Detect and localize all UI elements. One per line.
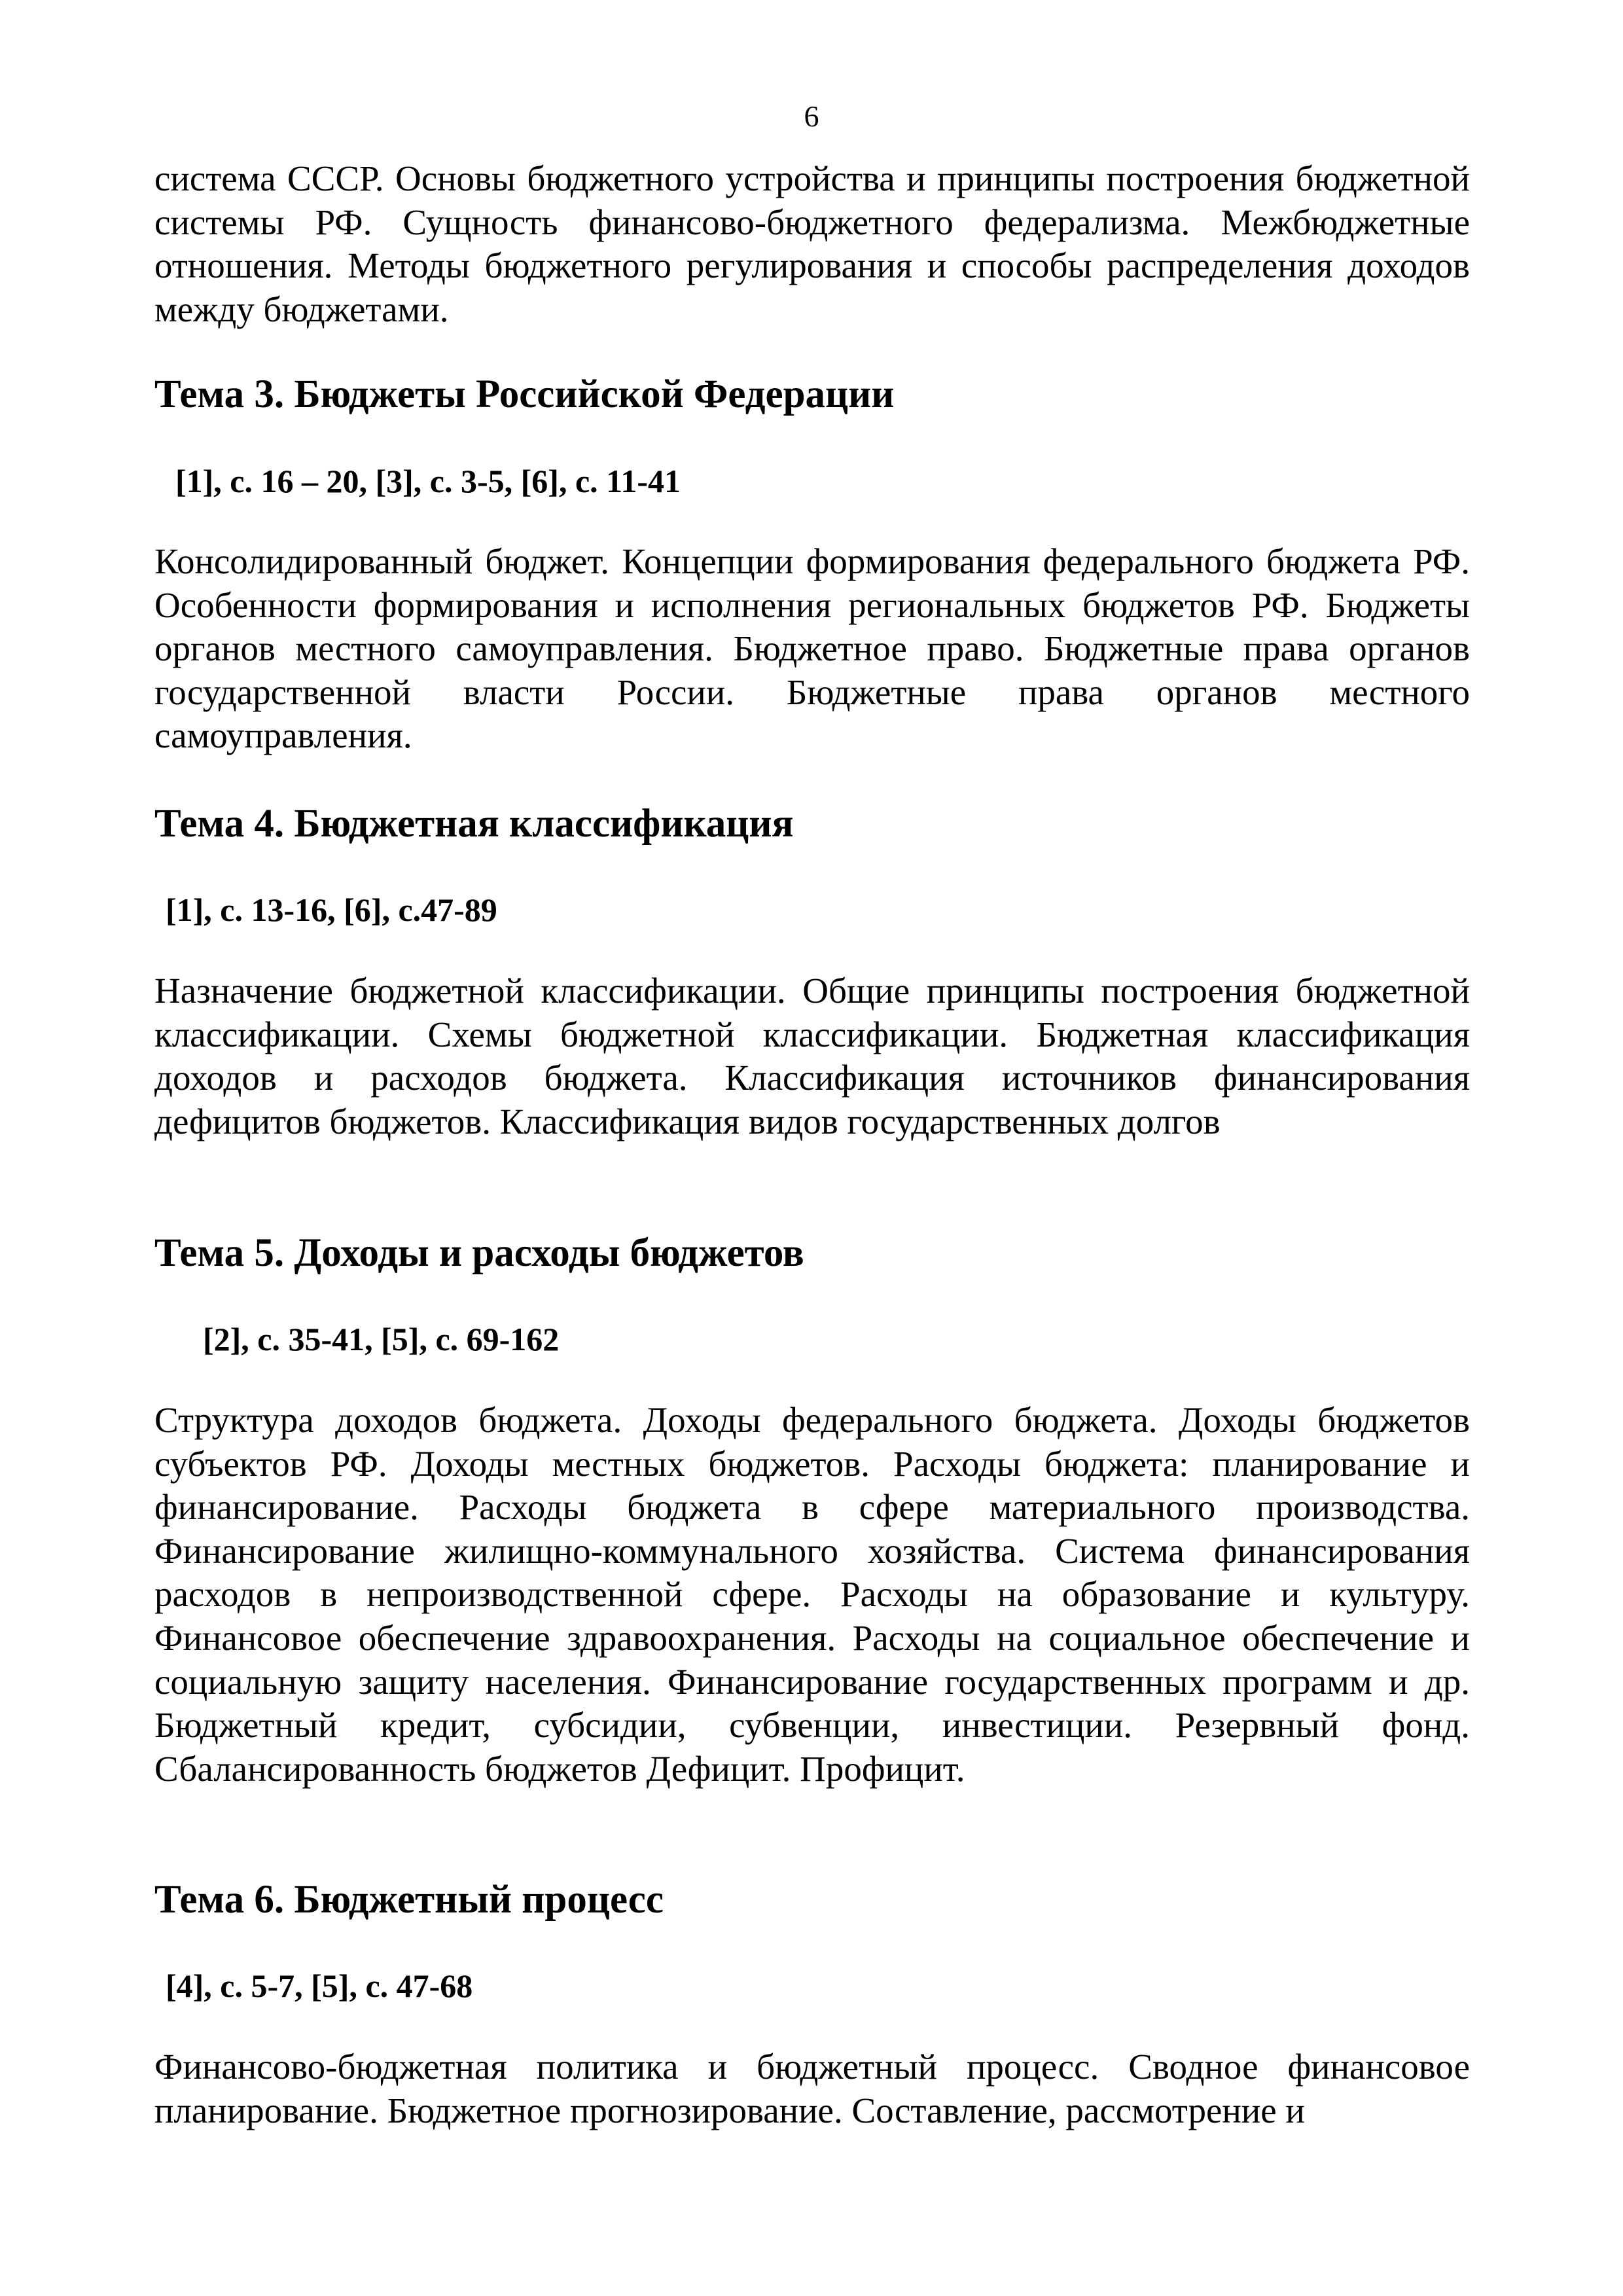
topic-5-heading: Тема 5. Доходы и расходы бюджетов [154, 1231, 804, 1275]
page-number: 6 [804, 99, 819, 133]
topic-4-heading: Тема 4. Бюджетная классификация [154, 802, 794, 846]
topic-6-heading: Тема 6. Бюджетный процесс [154, 1878, 664, 1922]
topic-3-references: [1], с. 16 – 20, [3], с. 3-5, [6], с. 11-41 [175, 463, 681, 499]
topic-4-references: [1], с. 13-16, [6], с.47-89 [166, 891, 497, 928]
intro-paragraph: система СССР. Основы бюджетного устройства и принципы построения бюджетной системы РФ. Сущность финансово-бюджетного федерализма. Межбюджетные отношения. Методы бюджетного регулирования и способы распределения доходов между бюджетами. [154, 158, 1470, 329]
topic-5-paragraph: Структура доходов бюджета. Доходы федерального бюджета. Доходы бюджетов субъектов РФ. Доходы местных бюджетов. Расходы бюджета: планирование и финансирование. Расходы бюджета в сфере материального производства. Финансирование жилищно-коммунального хозяйства. Система финансирования расходов в непроизводственной сфере. Расходы на образование и культуру. Финансовое обеспечение здравоохранения. Расходы на социальное обеспечение и социальную защиту населения. Финансирование государственных программ и др. Бюджетный кредит, субсидии, субвенции, инвестиции. Резервный фонд. Сбалансированность бюджетов Дефицит. Профицит. [154, 1400, 1470, 1789]
topic-5-references: [2], с. 35-41, [5], с. 69-162 [203, 1321, 560, 1357]
topic-6-references: [4], с. 5-7, [5], с. 47-68 [166, 1967, 473, 2004]
topic-3-paragraph: Консолидированный бюджет. Концепции формирования федерального бюджета РФ. Особенности формирования и исполнения региональных бюджетов РФ. Бюджеты органов местного самоуправления. Бюджетное право. Бюджетные права органов государственной власти России. Бюджетные права органов местного самоуправления. [154, 541, 1470, 756]
topic-3-heading: Тема 3. Бюджеты Российской Федерации [154, 372, 895, 416]
topic-4-paragraph: Назначение бюджетной классификации. Общие принципы построения бюджетной классификации. Схемы бюджетной классификации. Бюджетная классификация доходов и расходов бюджета. Классификация источников финансирования дефицитов бюджетов. Классификация видов государственных долгов [154, 971, 1470, 1141]
topic-6-paragraph: Финансово-бюджетная политика и бюджетный процесс. Сводное финансовое планирование. Бюджетное прогнозирование. Составление, рассмотрение и [154, 2047, 1470, 2130]
